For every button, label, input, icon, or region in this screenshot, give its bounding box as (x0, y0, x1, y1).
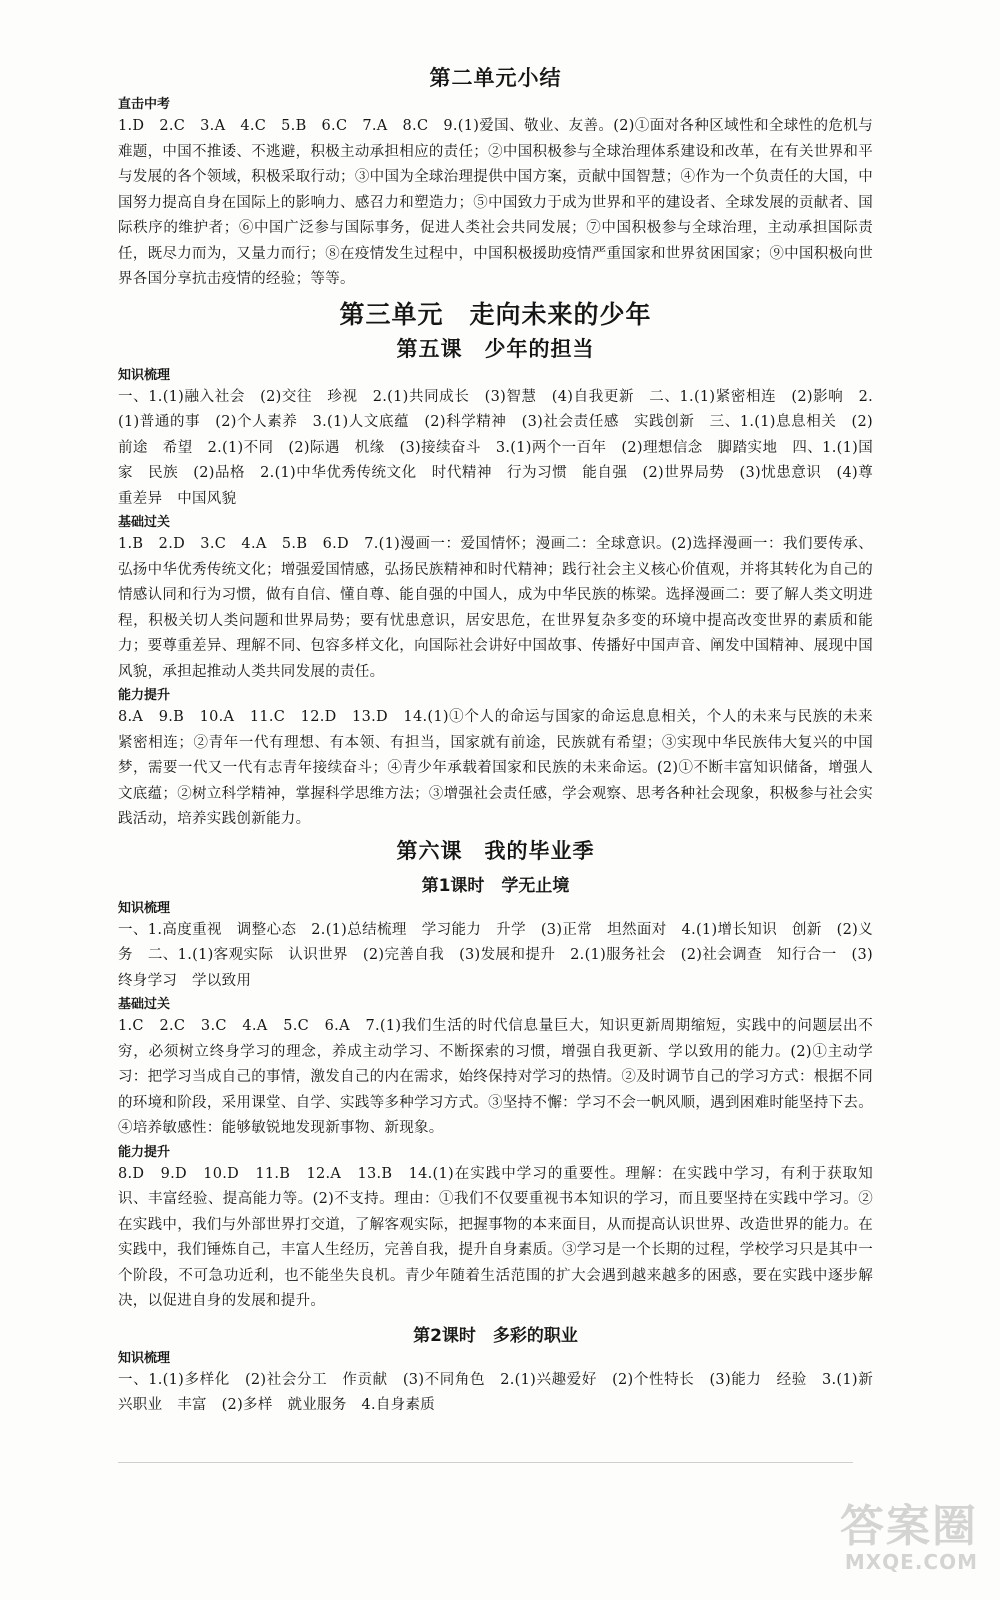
answer-page (118, 62, 873, 1419)
section-basic: 基础过关 (118, 515, 171, 530)
lesson5-basic-answers: 1.B 2.D 3.C 4.A 5.B 6.D 7.(1)漫画一：爱国情怀；漫画二：全球意识。(2)选择漫画一：我们要传承、弘扬中华优秀传统文化；增强爱国情感，弘扬民族精神和时代精神；践行社会主义核心价值观，并将其转化为自己的情感认同和行为习惯，做有自信、懂自尊、能自强的中国人，成为中华民族的栋梁。选择漫画二：要了解人类文明进程，积极关切人类问题和世界局势；要有忧患意识，居安思危，在世界复杂多变的环境中提高改变世界的素质和能力；要尊重差异、理解不同、包容多样文化，向国际社会讲好中国故事、传播好中国声音、阐发中国精神、展现中国风貌，承担起推动人类共同发展的责任。 (118, 536, 873, 680)
lesson5-knowledge-answers: 一、1.(1)融入社会 (2)交往 珍视 2.(1)共同成长 (3)智慧 (4)自我更新 二、1.(1)紧密相连 (2)影响 2.(1)普通的事 (2)个人素养 3.(1)人文底蕴 (2)科学精神 (3)社会责任感 实践创新 三、1.(1)息息相关 (2)前途 希望 2.(1)不同 (2)际遇 机缘 (3)接续奋斗 3.(1)两个一百年 (2)理想信念 脚踏实地 四、1.(1)国家 民族 (2)品格 2.(1)中华优秀传统文化 时代精神 行为习惯 能自强 (2)世界局势 (3)忧患意识 (4)尊重差异 中国风貌 (118, 388, 873, 507)
period1-basic-answers: 1.C 2.C 3.C 4.A 5.C 6.A 7.(1)我们生活的时代信息量巨大，知识更新周期缩短，实践中的问题层出不穷，必须树立终身学习的理念，养成主动学习、不断探索的习惯，增强自我更新、学以致用的能力。(2)①主动学习：把学习当成自己的事情，激发自己的内在需求，始终保持对学习的热情。②及时调节自己的学习方式：根据不同的环境和阶段，采用课堂、自学、实践等多种学习方式。③坚持不懈：学习不会一帆风顺，遇到困难时能坚持下去。④培养敏感性：能够敏锐地发现新事物、新现象。 (118, 1018, 873, 1136)
section-knowledge: 知识梳理 (118, 1350, 171, 1366)
period2-knowledge-answers: 一、1.(1)多样化 (2)社会分工 作贡献 (3)不同角色 2.(1)兴趣爱好 (2)个性特长 (3)能力 经验 3.(1)新兴职业 丰富 (2)多样 就业服务 4.自身素质 (118, 1371, 873, 1413)
section-basic: 基础过关 (118, 997, 171, 1012)
period1-title: 第1课时 学无止境 (421, 875, 570, 896)
watermark-url: MXQE.COM (844, 1550, 978, 1574)
footer-divider (118, 1462, 853, 1463)
watermark-logo (828, 1501, 978, 1582)
period2-title: 第2课时 多彩的职业 (413, 1325, 578, 1346)
section-knowledge: 知识梳理 (118, 367, 171, 383)
section-ability: 能力提升 (118, 688, 171, 703)
section-knowledge: 知识梳理 (118, 900, 171, 916)
unit3-title: 第三单元 走向未来的少年 (339, 299, 652, 329)
period1-ability-answers: 8.D 9.D 10.D 11.B 12.A 13.B 14.(1)在实践中学习的重要性。理解：在实践中学习，有利于获取知识、丰富经验、提高能力等。(2)不支持。理由：①我们不仅要重视书本知识的学习，而且要坚持在实践中学习。②在实践中，我们与外部世界打交道，了解客观实际，把握事物的本来面目，从而提高认识世界、改造世界的能力。在实践中，我们锤炼自己，丰富人生经历，完善自我，提升自身素质。③学习是一个长期的过程，学校学习只是其中一个阶段，不可急功近利，也不能坐失良机。青少年随着生活范围的扩大会遇到越来越多的困惑，要在实践中逐步解决，以促进自身的发展和提升。 (118, 1165, 873, 1309)
section-direct-exam: 直击中考 (118, 97, 171, 112)
period1-knowledge-answers: 一、1.高度重视 调整心态 2.(1)总结梳理 学习能力 升学 (3)正常 坦然面对 4.(1)增长知识 创新 (2)义务 二、1.(1)客观实际 认识世界 (2)完善自我 (3)发展和提升 2.(1)服务社会 (2)社会调查 知行合一 (3)终身学习 学以致用 (118, 921, 873, 989)
unit2-direct-answers: 1.D 2.C 3.A 4.C 5.B 6.C 7.A 8.C 9.(1)爱国、敬业、友善。(2)①面对各种区域性和全球性的危机与难题，中国不推诿、不逃避，积极主动承担相应的责任；②中国积极参与全球治理体系建设和改革，在有关世界和平与发展的各个领域，积极采取行动；③中国为全球治理提供中国方案，贡献中国智慧；④作为一个负责任的大国，中国努力提高自身在国际上的影响力、感召力和塑造力；⑤中国致力于成为世界和平的建设者、全球发展的贡献者、国际秩序的维护者；⑥中国广泛参与国际事务，促进人类社会共同发展；⑦中国积极参与全球治理，主动承担国际责任，既尽力而为，又量力而行；⑧在疫情发生过程中，中国积极援助疫情严重国家和世界贫困国家；⑨中国积极向世界各国分享抗击疫情的经验；等等。 (118, 118, 873, 287)
watermark-text: 答案圈 (840, 1501, 978, 1552)
lesson5-title: 第五课 少年的担当 (396, 336, 595, 361)
section-ability: 能力提升 (118, 1144, 171, 1160)
unit2-summary-title: 第二单元小结 (429, 66, 562, 90)
lesson6-title: 第六课 我的毕业季 (396, 838, 595, 863)
lesson5-ability-answers: 8.A 9.B 10.A 11.C 12.D 13.D 14.(1)①个人的命运与国家的命运息息相关，个人的未来与民族的未来紧密相连；②青年一代有理想、有本领、有担当，国家就有前途，民族就有希望；③实现中华民族伟大复兴的中国梦，需要一代又一代有志青年接续奋斗；④青少年承载着国家和民族的未来命运。(2)①不断丰富知识储备，增强人文底蕴；②树立科学精神，掌握科学思维方法；③增强社会责任感，学会观察、思考各种社会现象，积极参与社会实践活动，培养实践创新能力。 (118, 709, 873, 827)
